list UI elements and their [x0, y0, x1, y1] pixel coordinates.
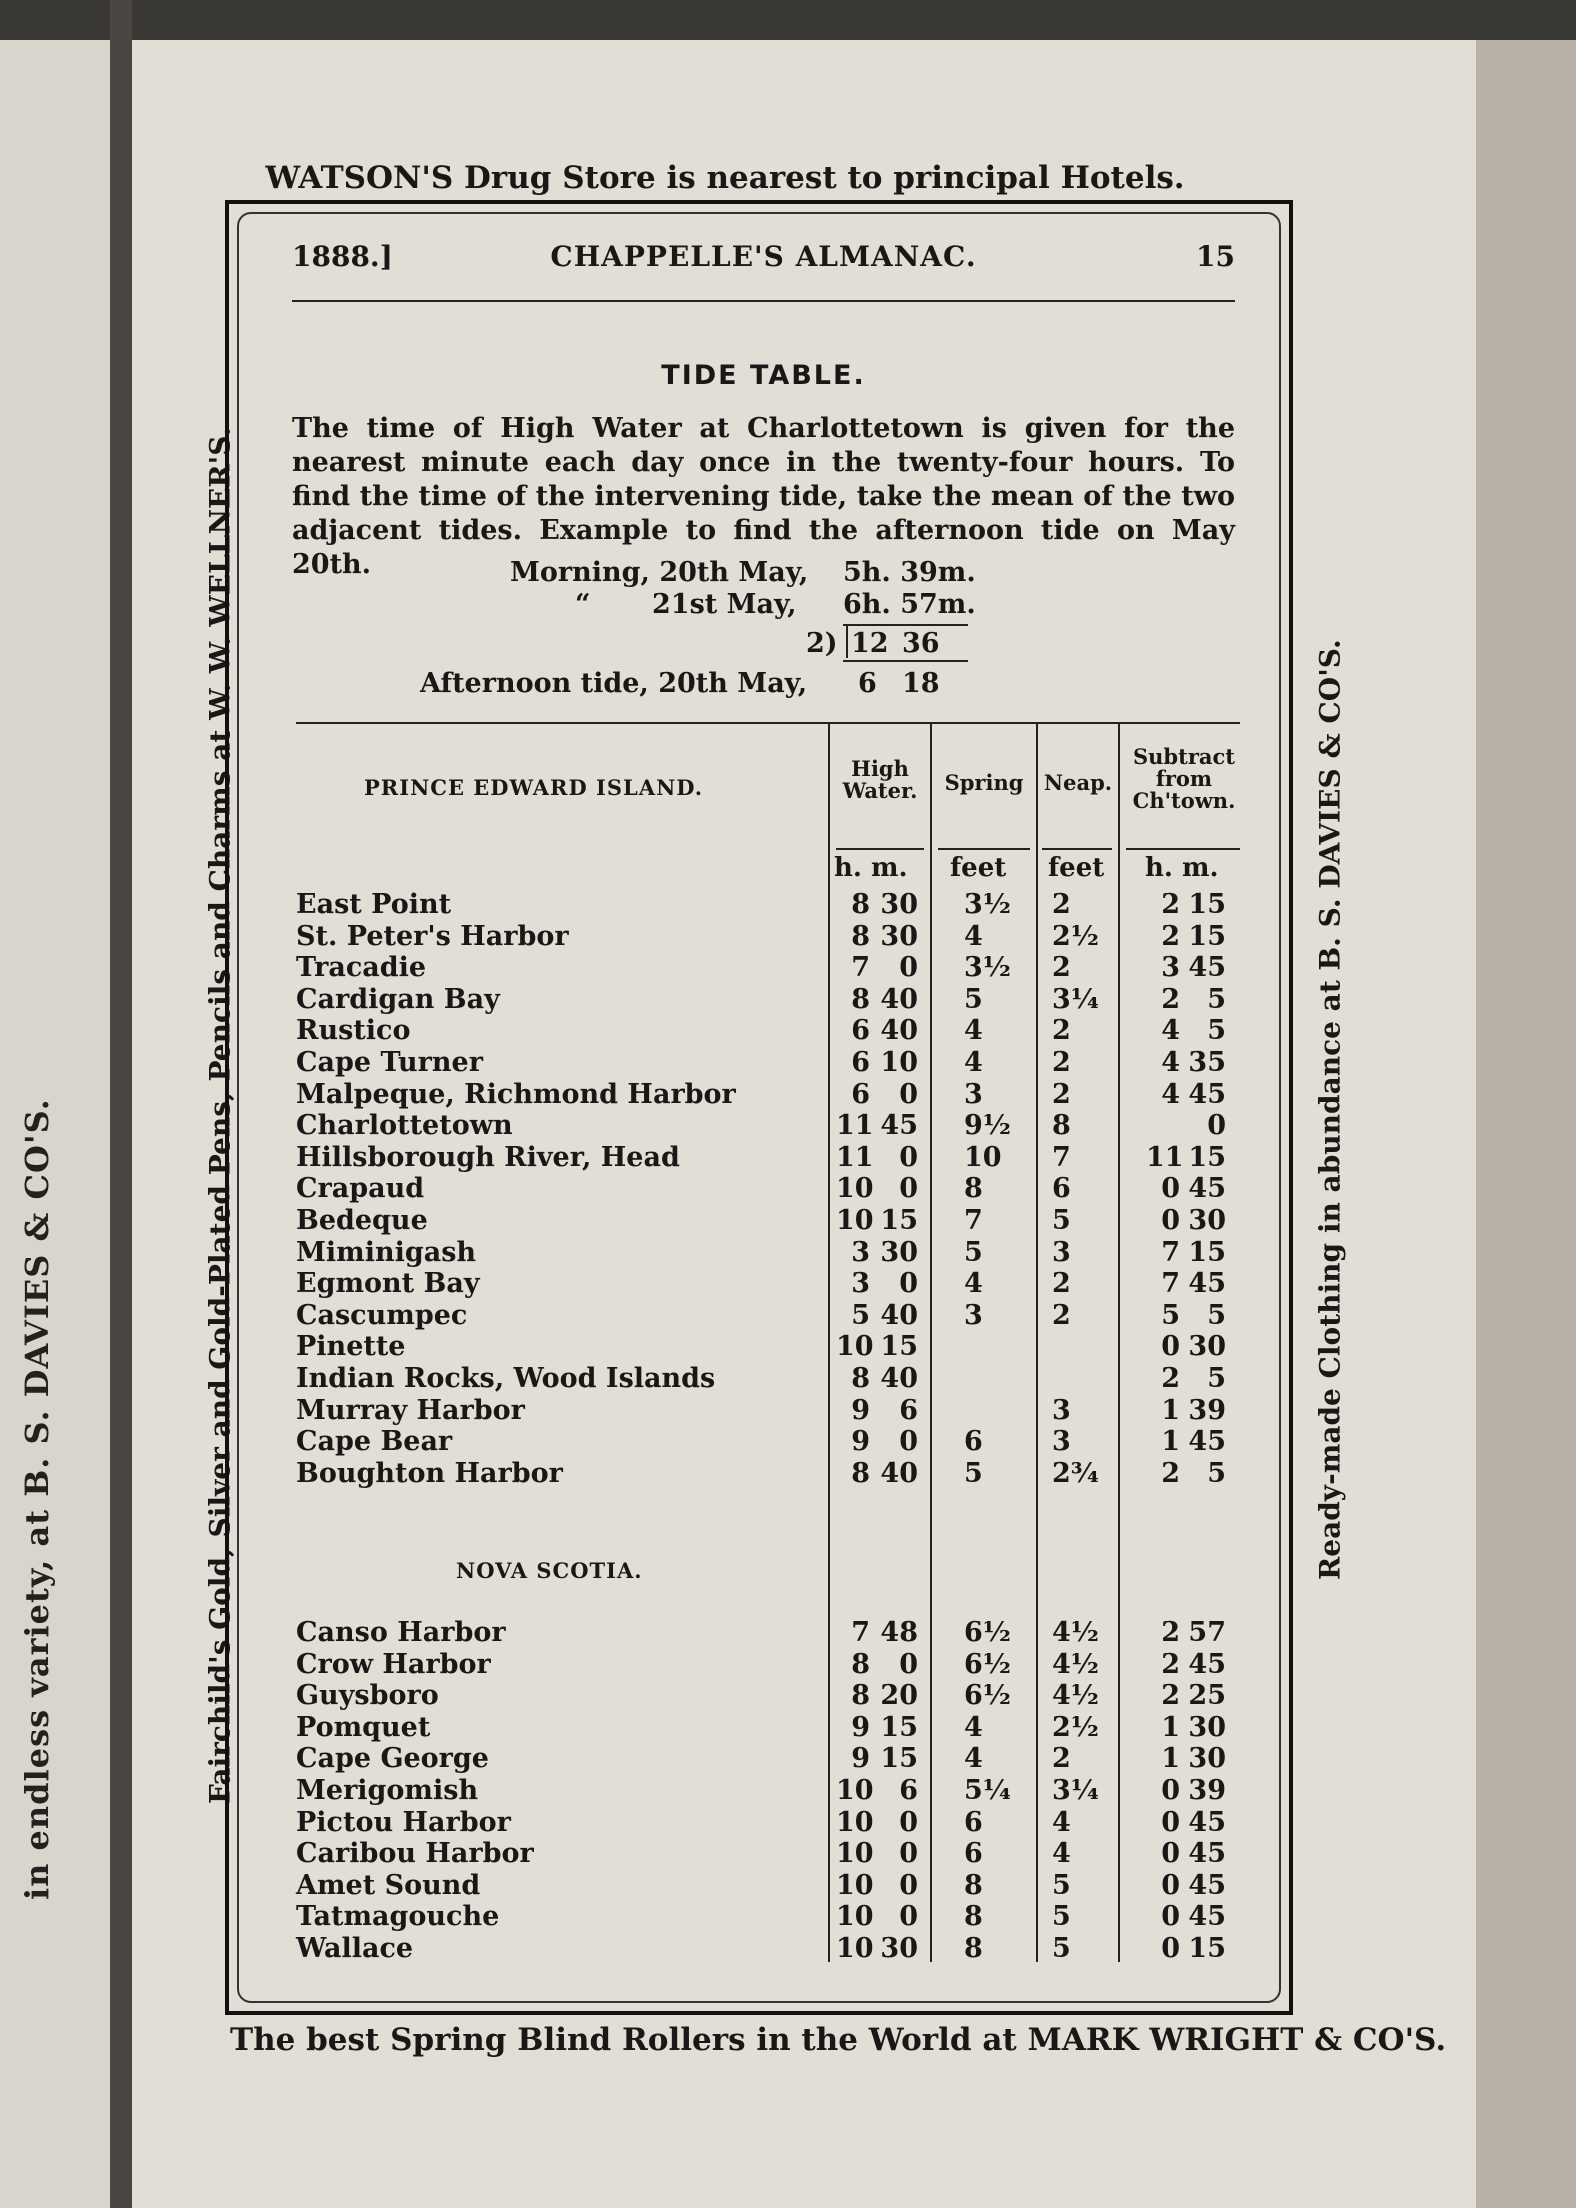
- subtract-hours: 0: [1161, 1901, 1180, 1932]
- subtract-minutes: 30: [1188, 1743, 1226, 1774]
- running-head-year: 1888.]: [292, 240, 393, 273]
- high-water-minutes: 15: [880, 1712, 918, 1743]
- subtract-minutes: 57: [1188, 1617, 1226, 1648]
- place-name: Tracadie: [296, 952, 427, 983]
- table-row: [0, 1268, 1576, 1299]
- place-name: Cape George: [296, 1743, 489, 1774]
- neap-rise: 4: [1052, 1838, 1071, 1869]
- high-water-hours: 8: [851, 1363, 870, 1394]
- unit-neap: feet: [1048, 853, 1105, 883]
- neap-rise: 3: [1052, 1426, 1071, 1457]
- left-margin-advertisement: Fairchild's Gold, Silver and Gold-Plated Pens, Pencils and Charms at W. W. WELLNER'S.: [203, 426, 237, 1804]
- high-water-minutes: 10: [880, 1047, 918, 1078]
- high-water-minutes: 6: [899, 1775, 918, 1806]
- high-water-hours: 8: [851, 889, 870, 920]
- spring-rise: 3: [964, 1300, 983, 1331]
- example-result-minutes: 18: [902, 668, 940, 699]
- spring-rise: 4: [964, 1712, 983, 1743]
- high-water-hours: 11: [836, 1142, 874, 1173]
- spring-rise: 8: [964, 1933, 983, 1964]
- subtract-minutes: 5: [1207, 1300, 1226, 1331]
- subtract-hours: 2: [1161, 1458, 1180, 1489]
- subtract-hours: 0: [1161, 1838, 1180, 1869]
- neap-rise: 2½: [1052, 1712, 1099, 1743]
- subtract-hours: 0: [1161, 1173, 1180, 1204]
- subtract-hours: 2: [1161, 921, 1180, 952]
- subtract-minutes: 15: [1188, 921, 1226, 952]
- table-row: [0, 1015, 1576, 1046]
- high-water-minutes: 15: [880, 1743, 918, 1774]
- high-water-minutes: 6: [899, 1395, 918, 1426]
- spring-rise: 3: [964, 1079, 983, 1110]
- spring-rise: 9½: [964, 1110, 1011, 1141]
- high-water-hours: 8: [851, 984, 870, 1015]
- spring-rise: 5: [964, 1237, 983, 1268]
- subtract-hours: 7: [1161, 1237, 1180, 1268]
- neap-rise: 6: [1052, 1173, 1071, 1204]
- high-water-hours: 8: [851, 921, 870, 952]
- column-subhead-rule: [1126, 848, 1240, 850]
- example-division-bar: [846, 626, 848, 658]
- subtract-hours: 0: [1161, 1870, 1180, 1901]
- subtract-minutes: 45: [1188, 1649, 1226, 1680]
- subtract-minutes: 30: [1188, 1712, 1226, 1743]
- subtract-minutes: 5: [1207, 1458, 1226, 1489]
- neap-rise: 2½: [1052, 921, 1099, 952]
- neap-rise: 2: [1052, 1743, 1071, 1774]
- high-water-minutes: 0: [899, 952, 918, 983]
- table-row: [0, 1142, 1576, 1173]
- example-morning-label: Morning, 20th May,: [510, 557, 809, 588]
- high-water-minutes: 0: [899, 1173, 918, 1204]
- table-row: [0, 1933, 1576, 1964]
- neap-rise: 3: [1052, 1395, 1071, 1426]
- example-sum-rule: [843, 624, 968, 626]
- subtract-minutes: 30: [1188, 1205, 1226, 1236]
- high-water-minutes: 0: [899, 1901, 918, 1932]
- right-margin-advertisement: Ready-made Clothing in abundance at B. S. DAVIES & CO'S.: [1313, 639, 1347, 1581]
- table-row: [0, 952, 1576, 983]
- subtract-hours: 2: [1161, 1680, 1180, 1711]
- subtract-minutes: 39: [1188, 1395, 1226, 1426]
- table-row: [0, 1743, 1576, 1774]
- high-water-hours: 10: [836, 1173, 874, 1204]
- example-morning-value: 5h. 39m.: [843, 557, 976, 588]
- subtract-hours: 1: [1161, 1426, 1180, 1457]
- place-name: Guysboro: [296, 1680, 439, 1711]
- high-water-minutes: 48: [880, 1617, 918, 1648]
- subtract-hours: 0: [1161, 1775, 1180, 1806]
- place-name: Pictou Harbor: [296, 1807, 511, 1838]
- table-row: [0, 1237, 1576, 1268]
- subtract-minutes: 15: [1188, 889, 1226, 920]
- subtract-hours: 2: [1161, 1363, 1180, 1394]
- column-header-neap: Neap.: [1043, 770, 1113, 795]
- spring-rise: 7: [964, 1205, 983, 1236]
- high-water-minutes: 40: [880, 1300, 918, 1331]
- high-water-minutes: 0: [899, 1426, 918, 1457]
- high-water-hours: 7: [851, 952, 870, 983]
- spring-rise: 4: [964, 921, 983, 952]
- subtract-minutes: 45: [1188, 1426, 1226, 1457]
- place-name: Cape Bear: [296, 1426, 453, 1457]
- page-title: TIDE TABLE.: [661, 360, 866, 391]
- subtract-minutes: 5: [1207, 1015, 1226, 1046]
- table-row: [0, 1395, 1576, 1426]
- high-water-minutes: 0: [899, 1649, 918, 1680]
- place-name: Pinette: [296, 1331, 406, 1362]
- high-water-minutes: 15: [880, 1331, 918, 1362]
- high-water-hours: 10: [836, 1933, 874, 1964]
- header-advertisement: WATSON'S Drug Store is nearest to principal Hotels.: [265, 160, 1185, 196]
- high-water-minutes: 30: [880, 1237, 918, 1268]
- place-name: Boughton Harbor: [296, 1458, 563, 1489]
- column-header-subtract: Subtract from Ch'town.: [1132, 744, 1236, 813]
- subtract-minutes: 35: [1188, 1047, 1226, 1078]
- high-water-hours: 9: [851, 1712, 870, 1743]
- example-result-label: Afternoon tide, 20th May,: [420, 668, 808, 699]
- high-water-hours: 7: [851, 1617, 870, 1648]
- spring-rise: 10: [964, 1142, 1002, 1173]
- table-row: [0, 1047, 1576, 1078]
- place-name: Bedeque: [296, 1205, 428, 1236]
- table-row: [0, 1712, 1576, 1743]
- spring-rise: 5¼: [964, 1775, 1011, 1806]
- spring-rise: 6: [964, 1838, 983, 1869]
- subtract-minutes: 45: [1188, 1173, 1226, 1204]
- place-name: Malpeque, Richmond Harbor: [296, 1079, 736, 1110]
- place-name: Rustico: [296, 1015, 411, 1046]
- table-row: [0, 1680, 1576, 1711]
- table-row: [0, 1870, 1576, 1901]
- high-water-hours: 6: [851, 1015, 870, 1046]
- neap-rise: 2: [1052, 1015, 1071, 1046]
- place-name: Murray Harbor: [296, 1395, 525, 1426]
- column-header-high-water: High Water.: [842, 756, 918, 803]
- example-result-rule: [843, 660, 968, 662]
- table-row: [0, 1205, 1576, 1236]
- table-row: [0, 1363, 1576, 1394]
- high-water-minutes: 40: [880, 1458, 918, 1489]
- table-row: [0, 1426, 1576, 1457]
- high-water-hours: 10: [836, 1807, 874, 1838]
- table-row: [0, 889, 1576, 920]
- neap-rise: 5: [1052, 1901, 1071, 1932]
- spring-rise: 5: [964, 984, 983, 1015]
- neap-rise: 5: [1052, 1870, 1071, 1901]
- high-water-minutes: 40: [880, 1363, 918, 1394]
- high-water-minutes: 30: [880, 921, 918, 952]
- spring-rise: 3½: [964, 952, 1011, 983]
- high-water-minutes: 40: [880, 984, 918, 1015]
- high-water-hours: 10: [836, 1775, 874, 1806]
- example-next-label: 21st May,: [652, 589, 797, 620]
- high-water-hours: 8: [851, 1649, 870, 1680]
- high-water-hours: 10: [836, 1331, 874, 1362]
- neap-rise: 4½: [1052, 1649, 1099, 1680]
- column-header-spring: Spring: [944, 770, 1024, 795]
- high-water-hours: 10: [836, 1205, 874, 1236]
- neap-rise: 4: [1052, 1807, 1071, 1838]
- neap-rise: 2: [1052, 889, 1071, 920]
- neap-rise: 5: [1052, 1933, 1071, 1964]
- high-water-minutes: 20: [880, 1680, 918, 1711]
- unit-spring: feet: [950, 853, 1007, 883]
- neap-rise: 8: [1052, 1110, 1071, 1141]
- place-name: Indian Rocks, Wood Islands: [296, 1363, 716, 1394]
- spring-rise: 4: [964, 1047, 983, 1078]
- place-name: Merigomish: [296, 1775, 479, 1806]
- table-row: [0, 1173, 1576, 1204]
- spring-rise: 6: [964, 1426, 983, 1457]
- place-name: East Point: [296, 889, 452, 920]
- neap-rise: 2: [1052, 1268, 1071, 1299]
- neap-rise: 2: [1052, 952, 1071, 983]
- example-next-value: 6h. 57m.: [843, 589, 976, 620]
- subtract-minutes: 45: [1188, 1870, 1226, 1901]
- subtract-hours: 0: [1161, 1933, 1180, 1964]
- high-water-minutes: 40: [880, 1015, 918, 1046]
- column-subhead-rule: [1042, 848, 1112, 850]
- unit-high-water: h. m.: [834, 853, 908, 883]
- subtract-minutes: 45: [1188, 1838, 1226, 1869]
- table-row: [0, 984, 1576, 1015]
- neap-rise: 2¾: [1052, 1458, 1099, 1489]
- high-water-minutes: 0: [899, 1142, 918, 1173]
- neap-rise: 5: [1052, 1205, 1071, 1236]
- table-row: [0, 1110, 1576, 1141]
- high-water-hours: 9: [851, 1426, 870, 1457]
- spring-rise: 4: [964, 1015, 983, 1046]
- high-water-minutes: 0: [899, 1870, 918, 1901]
- subtract-minutes: 45: [1188, 1901, 1226, 1932]
- high-water-minutes: 0: [899, 1838, 918, 1869]
- high-water-hours: 10: [836, 1838, 874, 1869]
- spring-rise: 6½: [964, 1680, 1011, 1711]
- subtract-minutes: 45: [1188, 1079, 1226, 1110]
- spring-rise: 8: [964, 1870, 983, 1901]
- place-name: Cascumpec: [296, 1300, 468, 1331]
- neap-rise: 4½: [1052, 1617, 1099, 1648]
- subtract-hours: 2: [1161, 1649, 1180, 1680]
- spring-rise: 4: [964, 1743, 983, 1774]
- place-name: Pomquet: [296, 1712, 431, 1743]
- neap-rise: 3: [1052, 1237, 1071, 1268]
- table-row: [0, 921, 1576, 952]
- neap-rise: 2: [1052, 1047, 1071, 1078]
- high-water-hours: 8: [851, 1680, 870, 1711]
- subtract-hours: 4: [1161, 1015, 1180, 1046]
- high-water-minutes: 30: [880, 889, 918, 920]
- table-row: [0, 1649, 1576, 1680]
- example-sum-hours: 12: [851, 628, 889, 659]
- place-name: Crapaud: [296, 1173, 425, 1204]
- example-ditto-mark: “: [575, 589, 591, 620]
- example-sum-minutes: 36: [902, 628, 940, 659]
- subtract-hours: 3: [1161, 952, 1180, 983]
- section-title-pei: PRINCE EDWARD ISLAND.: [364, 775, 704, 800]
- subtract-minutes: 39: [1188, 1775, 1226, 1806]
- high-water-hours: 6: [851, 1079, 870, 1110]
- subtract-minutes: 45: [1188, 1807, 1226, 1838]
- table-row: [0, 1300, 1576, 1331]
- place-name: Amet Sound: [296, 1870, 481, 1901]
- high-water-hours: 6: [851, 1047, 870, 1078]
- subtract-hours: 1: [1161, 1395, 1180, 1426]
- high-water-minutes: 0: [899, 1807, 918, 1838]
- place-name: Charlottetown: [296, 1110, 513, 1141]
- left-page-fragment: in endless variety, at B. S. DAVIES & CO'S.: [18, 1098, 56, 1900]
- column-subhead-rule: [836, 848, 924, 850]
- spring-rise: 6½: [964, 1649, 1011, 1680]
- subtract-hours: 5: [1161, 1300, 1180, 1331]
- high-water-hours: 10: [836, 1901, 874, 1932]
- high-water-minutes: 15: [880, 1205, 918, 1236]
- subtract-minutes: 45: [1188, 1268, 1226, 1299]
- subtract-minutes: 25: [1188, 1680, 1226, 1711]
- section-title-nova-scotia: NOVA SCOTIA.: [456, 1558, 643, 1583]
- place-name: Canso Harbor: [296, 1617, 506, 1648]
- place-name: Cardigan Bay: [296, 984, 500, 1015]
- neap-rise: 3¼: [1052, 984, 1099, 1015]
- place-name: Cape Turner: [296, 1047, 483, 1078]
- table-row: [0, 1807, 1576, 1838]
- spring-rise: 3½: [964, 889, 1011, 920]
- subtract-hours: 0: [1161, 1205, 1180, 1236]
- table-row: [0, 1079, 1576, 1110]
- high-water-hours: 9: [851, 1743, 870, 1774]
- place-name: St. Peter's Harbor: [296, 921, 569, 952]
- example-result-hours: 6: [858, 668, 877, 699]
- high-water-minutes: 0: [899, 1268, 918, 1299]
- high-water-hours: 11: [836, 1110, 874, 1141]
- high-water-hours: 8: [851, 1458, 870, 1489]
- place-name: Crow Harbor: [296, 1649, 491, 1680]
- column-subhead-rule: [938, 848, 1030, 850]
- table-row: [0, 1901, 1576, 1932]
- high-water-hours: 10: [836, 1870, 874, 1901]
- neap-rise: 4½: [1052, 1680, 1099, 1711]
- subtract-hours: 1: [1161, 1712, 1180, 1743]
- subtract-minutes: 30: [1188, 1331, 1226, 1362]
- place-name: Caribou Harbor: [296, 1838, 534, 1869]
- neap-rise: 2: [1052, 1300, 1071, 1331]
- spring-rise: 6: [964, 1807, 983, 1838]
- running-head: [292, 240, 1235, 280]
- footer-advertisement: The best Spring Blind Rollers in the World at MARK WRIGHT & CO'S.: [230, 2022, 1447, 2058]
- subtract-hours: 1: [1161, 1743, 1180, 1774]
- running-head-title: CHAPPELLE'S ALMANAC.: [550, 240, 977, 273]
- place-name: Egmont Bay: [296, 1268, 480, 1299]
- neap-rise: 2: [1052, 1079, 1071, 1110]
- spring-rise: 5: [964, 1458, 983, 1489]
- high-water-minutes: 0: [899, 1079, 918, 1110]
- subtract-hours: 4: [1161, 1079, 1180, 1110]
- subtract-minutes: 5: [1207, 1363, 1226, 1394]
- subtract-hours: 0: [1161, 1807, 1180, 1838]
- subtract-minutes: 15: [1188, 1237, 1226, 1268]
- subtract-hours: 7: [1161, 1268, 1180, 1299]
- spring-rise: 8: [964, 1173, 983, 1204]
- table-row: [0, 1331, 1576, 1362]
- subtract-hours: 11: [1146, 1142, 1184, 1173]
- subtract-hours: 2: [1161, 1617, 1180, 1648]
- high-water-hours: 5: [851, 1300, 870, 1331]
- place-name: Tatmagouche: [296, 1901, 500, 1932]
- subtract-minutes: 45: [1188, 952, 1226, 983]
- unit-subtract: h. m.: [1145, 853, 1219, 883]
- high-water-hours: 3: [851, 1268, 870, 1299]
- table-row: [0, 1838, 1576, 1869]
- subtract-minutes: 5: [1207, 984, 1226, 1015]
- subtract-minutes: 0: [1207, 1110, 1226, 1141]
- neap-rise: 3¼: [1052, 1775, 1099, 1806]
- neap-rise: 7: [1052, 1142, 1071, 1173]
- subtract-hours: 4: [1161, 1047, 1180, 1078]
- head-rule: [292, 300, 1235, 302]
- place-name: Miminigash: [296, 1237, 477, 1268]
- page-number: 15: [1196, 240, 1235, 273]
- intro-paragraph: The time of High Water at Charlottetown is given for the nearest minute each day once in the twenty-four hours. To find the time of the intervening tide, take the mean of the two adjacent tides. Example to find the afternoon tide on May 20th.: [292, 413, 1235, 580]
- example-divisor: 2): [806, 628, 838, 659]
- spring-rise: 8: [964, 1901, 983, 1932]
- spring-rise: 4: [964, 1268, 983, 1299]
- place-name: Hillsborough River, Head: [296, 1142, 680, 1173]
- table-row: [0, 1458, 1576, 1489]
- spring-rise: 6½: [964, 1617, 1011, 1648]
- subtract-minutes: 15: [1188, 1933, 1226, 1964]
- subtract-hours: 2: [1161, 889, 1180, 920]
- subtract-hours: 2: [1161, 984, 1180, 1015]
- subtract-hours: 0: [1161, 1331, 1180, 1362]
- table-row: [0, 1775, 1576, 1806]
- table-top-rule: [296, 722, 1240, 724]
- subtract-minutes: 15: [1188, 1142, 1226, 1173]
- place-name: Wallace: [296, 1933, 414, 1964]
- table-row: [0, 1617, 1576, 1648]
- high-water-minutes: 45: [880, 1110, 918, 1141]
- high-water-minutes: 30: [880, 1933, 918, 1964]
- high-water-hours: 9: [851, 1395, 870, 1426]
- high-water-hours: 3: [851, 1237, 870, 1268]
